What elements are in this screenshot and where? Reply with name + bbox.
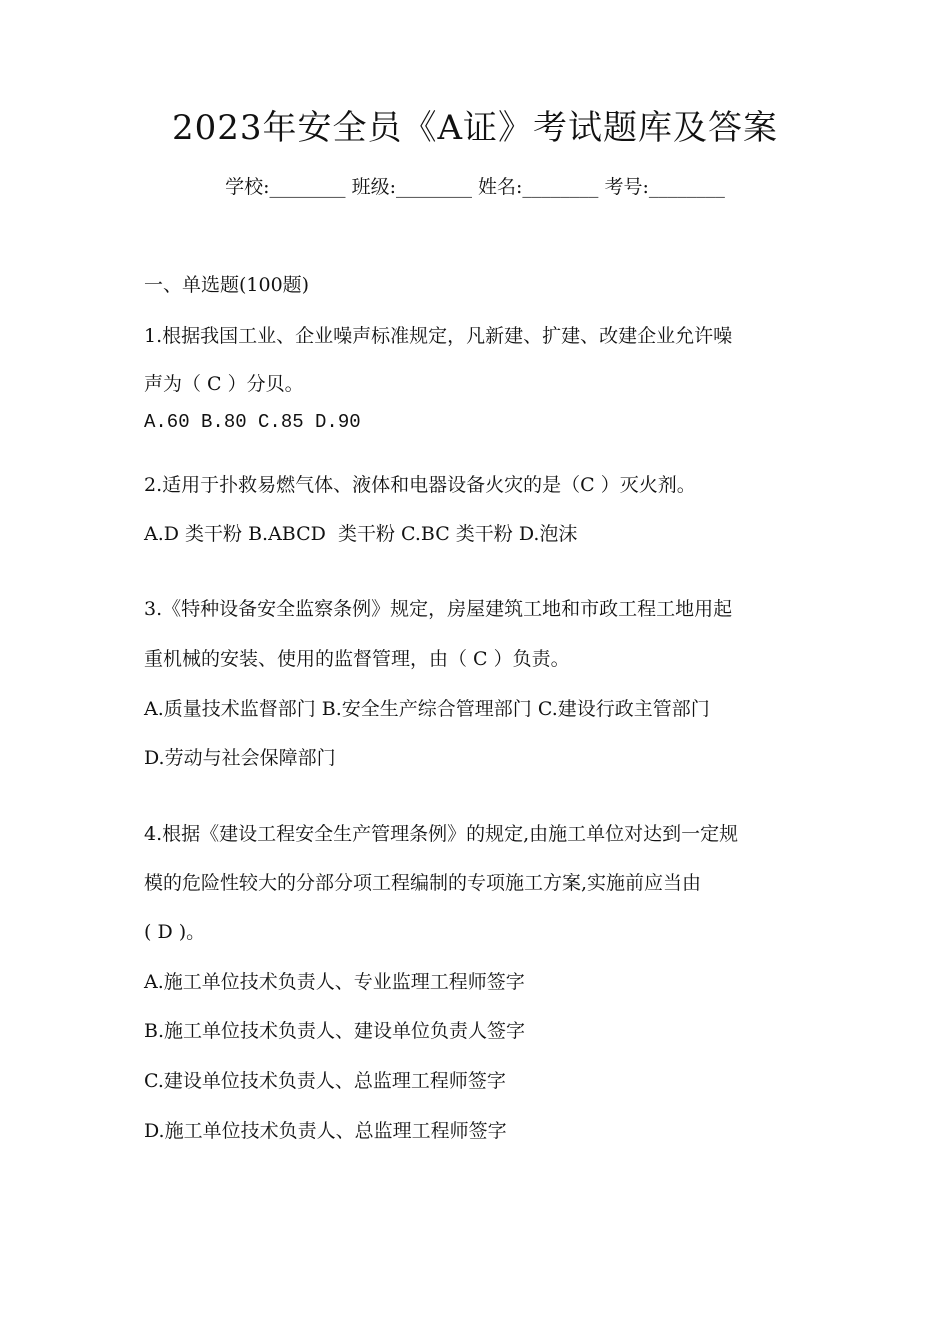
question-4-text-line-3: ( D )。 [144, 921, 206, 943]
question-3-text-line-2: 重机械的安装、使用的监督管理，由（ C ）负责。 [144, 648, 570, 670]
question-3-text-line-1: 3.《特种设备安全监察条例》规定，房屋建筑工地和市政工程工地用起 [144, 598, 733, 620]
document-title: 2023年安全员《A证》考试题库及答案 [171, 108, 779, 148]
question-4-option-d: D.施工单位技术负责人、总监理工程师签字 [144, 1120, 507, 1142]
question-4-text-line-2: 模的危险性较大的分部分项工程编制的专项施工方案,实施前应当由 [144, 872, 702, 894]
question-2-text: 2.适用于扑救易燃气体、液体和电器设备火灾的是（C ）灭火剂。 [144, 474, 696, 496]
question-1-options: A.60 B.80 C.85 D.90 [144, 411, 361, 433]
question-4-option-c: C.建设单位技术负责人、总监理工程师签字 [144, 1070, 506, 1092]
question-2-options: A.D 类干粉 B.ABCD 类干粉 C.BC 类干粉 D.泡沫 [144, 523, 578, 545]
question-4-option-b: B.施工单位技术负责人、建设单位负责人签字 [144, 1020, 526, 1042]
question-4-text-line-1: 4.根据《建设工程安全生产管理条例》的规定,由施工单位对达到一定规 [144, 823, 739, 845]
section-heading: 一、单选题(100题) [144, 274, 310, 296]
question-4-option-a: A.施工单位技术负责人、专业监理工程师签字 [144, 971, 525, 993]
question-1-text-line-1: 1.根据我国工业、企业噪声标准规定，凡新建、扩建、改建企业允许噪 [144, 325, 733, 347]
question-3-options-line-2: D.劳动与社会保障部门 [144, 747, 336, 769]
student-info-line: 学校:________ 班级:________ 姓名:________ 考号:________ [225, 176, 725, 198]
question-3-options-line-1: A.质量技术监督部门 B.安全生产综合管理部门 C.建设行政主管部门 [144, 698, 710, 720]
question-1-text-line-2: 声为（ C ）分贝。 [144, 373, 304, 395]
